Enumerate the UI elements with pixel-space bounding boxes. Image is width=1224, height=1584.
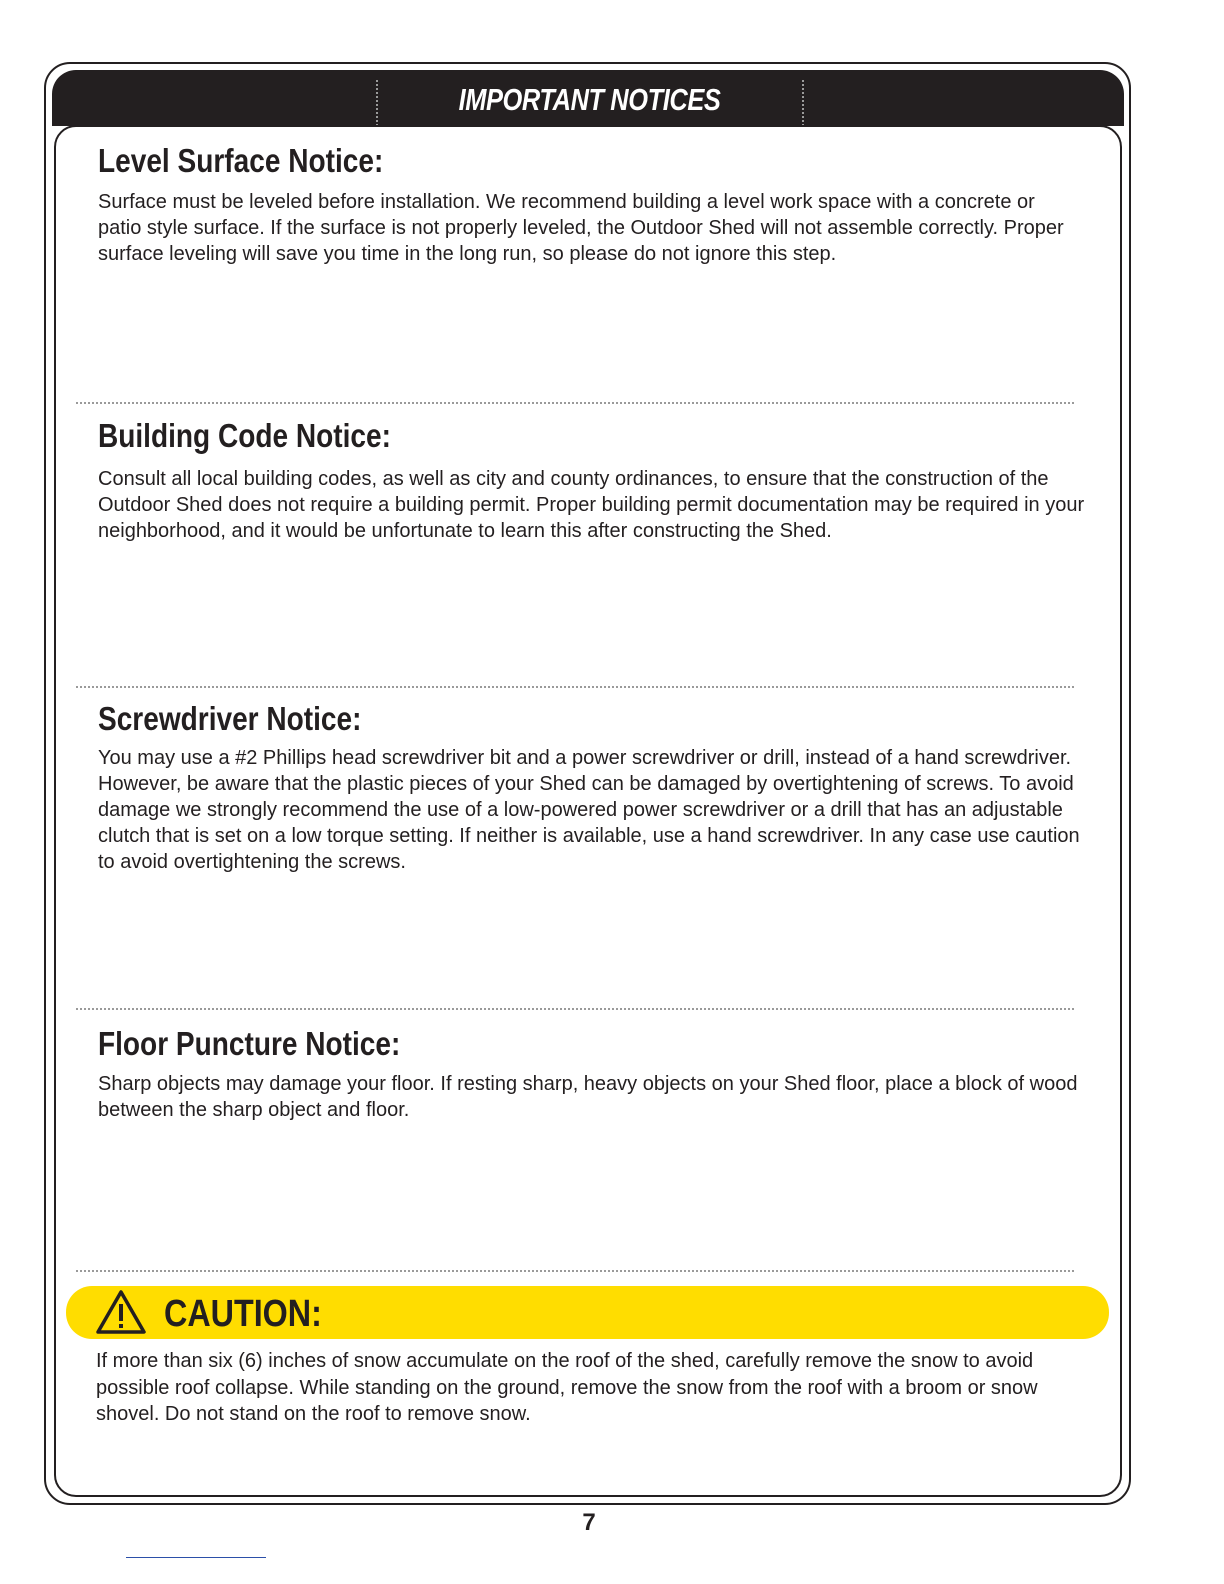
header-title: IMPORTANT NOTICES (458, 82, 721, 117)
section-title-floor-puncture: Floor Puncture Notice: (98, 1025, 401, 1062)
section-title-screwdriver: Screwdriver Notice: (98, 700, 362, 737)
caution-body: If more than six (6) inches of snow accumulate on the roof of the shed, carefully remove the snow to avoid possible roof collapse. While standing on the ground, remove the snow from the roof with a broom or snow shovel. Do not stand on the roof to remove snow. (96, 1350, 1038, 1425)
page-number: 7 (582, 1509, 596, 1536)
section-separator (76, 402, 1074, 404)
section-body-floor-puncture: Sharp objects may damage your floor. If resting sharp, heavy objects on your Shed floor, place a block of wood between the sharp object and floor. (98, 1073, 1078, 1121)
section-title-building-code: Building Code Notice: (98, 417, 391, 454)
section-body-screwdriver: You may use a #2 Phillips head screwdriver bit and a power screwdriver or drill, instead of a hand screwdriver. However, be aware that the plastic pieces of your Shed can be damaged by overtightening of screws. To avoid damage we strongly recommend the use of a low-powered power screwdriver or a drill that has an adjustable clutch that is set on a low torque setting. If neither is available, use a hand screwdriver. In any case use caution to avoid overtightening the screws. (98, 747, 1080, 873)
section-body-building-code: Consult all local building codes, as well as city and county ordinances, to ensure that the construction of the Outdoor Shed does not require a building permit. Proper building permit documentation may be required in your neighborhood, and it would be unfortunate to learn this after constructing the Shed. (98, 468, 1085, 542)
section-separator (76, 686, 1074, 688)
section-separator (76, 1008, 1074, 1010)
section-title-level-surface: Level Surface Notice: (98, 142, 384, 179)
header-divider-left (376, 80, 378, 126)
warning-triangle-icon (95, 1289, 147, 1335)
section-separator (76, 1270, 1074, 1272)
caution-title: CAUTION: (164, 1293, 322, 1335)
footer-link-underline (126, 1557, 266, 1558)
section-body-level-surface: Surface must be leveled before installation. We recommend building a level work space with a concrete or patio style surface. If the surface is not properly leveled, the Outdoor Shed will not assemble correctly. Proper surface leveling will save you time in the long run, so please do not ignore this step. (98, 191, 1064, 265)
header-divider-right (802, 80, 804, 126)
